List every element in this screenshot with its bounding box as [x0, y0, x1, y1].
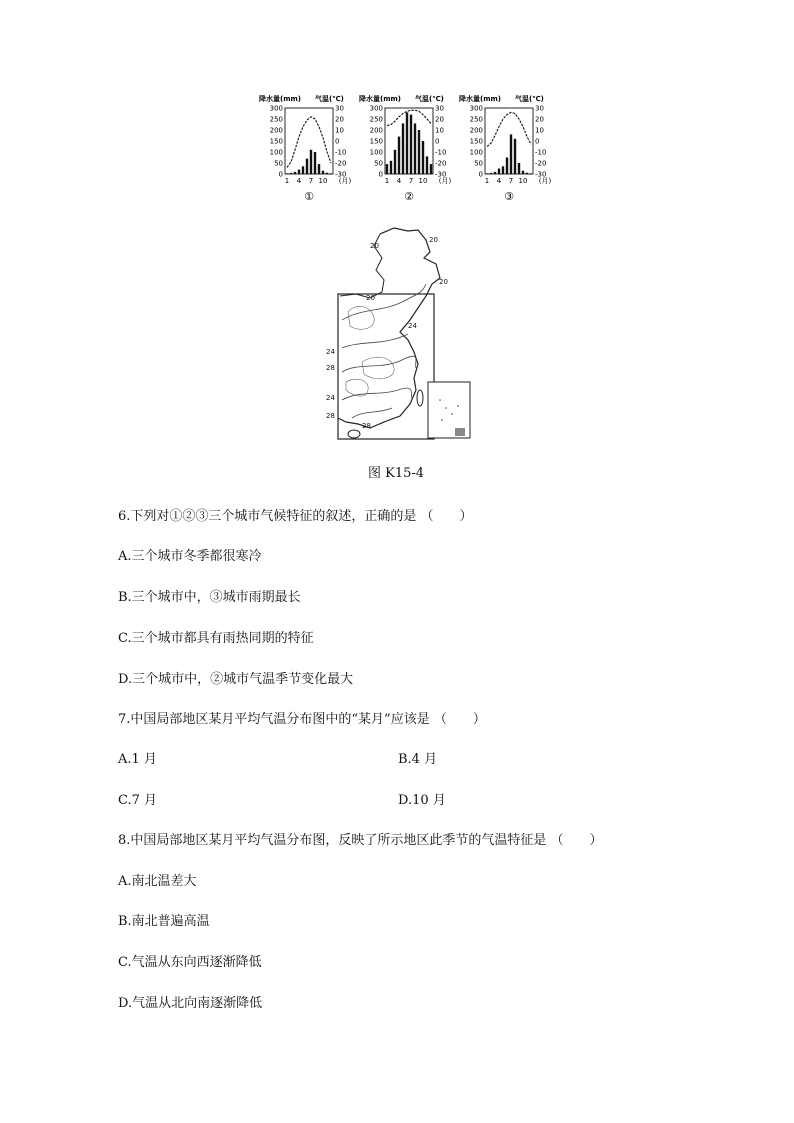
precip-tick-label: 100 [269, 148, 283, 157]
month-tick-label: 7 [308, 177, 314, 185]
month-tick-label: 4 [296, 177, 302, 185]
chart-number: ③ [504, 190, 514, 203]
question-7-stem: 7.中国局部地区某月平均气温分布图中的“某月”应该是 （ ） [118, 712, 486, 727]
taiwan-island [417, 390, 423, 406]
question-8-option-d: D.气温从北向南逐渐降低 [118, 996, 263, 1011]
precip-bar [406, 112, 408, 174]
precip-bar [302, 166, 304, 174]
temperature-line [287, 117, 331, 168]
temperature-line [487, 112, 531, 146]
month-tick-label: 7 [508, 177, 514, 185]
temp-tick-label: 10 [335, 126, 344, 135]
precip-tick-label: 250 [369, 115, 383, 124]
precip-bar [306, 159, 308, 174]
precip-tick-label: 150 [369, 137, 383, 146]
temp-tick-label: 10 [535, 126, 544, 135]
map-frame [338, 294, 434, 439]
month-tick-label: 7 [408, 177, 414, 185]
precip-bar [526, 173, 528, 174]
isotherm-label: 28 [362, 422, 371, 430]
precip-bar [410, 115, 412, 174]
isotherm-label: 20 [366, 294, 375, 302]
precip-axis-label: 降水量(mm) [459, 95, 501, 103]
terrain-contour [348, 306, 374, 329]
isotherm-line [342, 334, 408, 348]
question-7-option-b: B.4 月 [398, 752, 438, 767]
month-tick-label: 4 [396, 177, 402, 185]
precip-bar [514, 139, 516, 174]
precip-bar [418, 130, 420, 174]
precip-bar [430, 164, 432, 174]
question-8-option-a: A.南北温差大 [118, 874, 197, 889]
temp-axis-label: 气温(℃) [515, 95, 544, 103]
precip-tick-label: 50 [474, 159, 483, 168]
precip-tick-label: 300 [369, 104, 383, 113]
precip-bar [298, 170, 300, 174]
temp-tick-label: -20 [435, 159, 447, 168]
precip-bar [398, 137, 400, 174]
temp-tick-label: -30 [535, 170, 547, 179]
precip-tick-label: 300 [269, 104, 283, 113]
month-tick-label: 10 [518, 177, 528, 185]
temp-axis-label: 气温(℃) [315, 95, 344, 103]
question-7-option-a: A.1 月 [118, 752, 157, 767]
question-8-option-b: B.南北普遍高温 [118, 914, 210, 929]
precip-tick-label: 300 [469, 104, 483, 113]
question-6-option-b: B.三个城市中，③城市雨期最长 [118, 590, 301, 605]
precip-bar [510, 134, 512, 174]
climate-chart [259, 94, 351, 203]
month-tick-label: 1 [384, 177, 390, 185]
question-6-option-a: A.三个城市冬季都很寒冷 [118, 549, 262, 564]
chart-number: ② [404, 190, 414, 203]
temp-tick-label: -20 [335, 159, 347, 168]
month-tick-label: 1 [284, 177, 290, 185]
precip-tick-label: 0 [278, 170, 283, 179]
isotherm-map [322, 222, 474, 442]
precip-tick-label: 0 [378, 170, 383, 179]
precip-tick-label: 100 [469, 148, 483, 157]
precip-bar [286, 173, 288, 174]
question-8-option-c: C.气温从东向西逐渐降低 [118, 955, 262, 970]
isotherm-line [342, 388, 412, 400]
hainan-island [348, 430, 360, 438]
precip-bar [502, 166, 504, 174]
temp-tick-label: 0 [535, 137, 540, 146]
precip-tick-label: 200 [269, 126, 283, 135]
month-tick-label: 10 [418, 177, 428, 185]
question-7-option-d: D.10 月 [398, 793, 446, 808]
month-tick-label: 1 [484, 177, 490, 185]
precip-tick-label: 150 [469, 137, 483, 146]
isotherm-line [342, 356, 416, 372]
temp-axis-label: 气温(℃) [415, 95, 444, 103]
precip-bar [326, 173, 328, 174]
precip-axis-label: 降水量(mm) [259, 95, 301, 103]
month-tick-label: 10 [318, 177, 328, 185]
temp-tick-label: 10 [435, 126, 444, 135]
temp-tick-label: -20 [535, 159, 547, 168]
temp-tick-label: -10 [335, 148, 347, 157]
temperature-line [387, 110, 431, 125]
climate-charts [255, 92, 552, 204]
precip-bar [314, 152, 316, 174]
question-7-option-c: C.7 月 [118, 793, 158, 808]
precip-tick-label: 0 [478, 170, 483, 179]
precip-bar [422, 141, 424, 174]
precip-bar [414, 123, 416, 174]
precip-tick-label: 50 [374, 159, 383, 168]
temp-tick-label: 20 [335, 115, 344, 124]
temp-tick-label: -10 [535, 148, 547, 157]
precip-bar [310, 150, 312, 174]
chart-number: ① [304, 190, 314, 203]
temp-tick-label: -10 [435, 148, 447, 157]
terrain-contour [362, 357, 394, 379]
question-6-option-c: C.三个城市都具有雨热同期的特征 [118, 631, 314, 646]
temp-tick-label: 0 [435, 137, 440, 146]
question-6-option-d: D.三个城市中，②城市气温季节变化最大 [118, 672, 354, 687]
month-tick-label: 4 [496, 177, 502, 185]
isotherm-label: 20 [370, 242, 379, 250]
question-8-stem: 8.中国局部地区某月平均气温分布图，反映了所示地区此季节的气温特征是 （ ） [118, 833, 603, 848]
isotherm-line [352, 408, 392, 418]
figure-caption: 图 K15-4 [368, 466, 425, 481]
isotherm-label: 24 [326, 394, 335, 402]
precip-bar [318, 164, 320, 174]
precip-bar [290, 173, 292, 174]
month-tick-label: (月) [438, 177, 452, 185]
month-tick-label: (月) [338, 177, 352, 185]
precip-tick-label: 100 [369, 148, 383, 157]
precip-bar [506, 158, 508, 175]
precip-tick-label: 250 [269, 115, 283, 124]
precip-bar [426, 156, 428, 174]
isotherm-label: 24 [408, 322, 417, 330]
temp-tick-label: -30 [335, 170, 347, 179]
precip-bar [386, 164, 388, 174]
precip-bar [518, 163, 520, 174]
precip-tick-label: 200 [469, 126, 483, 135]
isotherm-label: 20 [439, 278, 448, 286]
isotherm-label: 20 [429, 236, 438, 244]
precip-bar [498, 169, 500, 175]
isotherm-label: 28 [326, 412, 335, 420]
temp-tick-label: 20 [435, 115, 444, 124]
climate-chart [359, 94, 451, 203]
isotherm-label: 24 [326, 348, 335, 356]
precip-tick-label: 200 [369, 126, 383, 135]
precip-bar [390, 161, 392, 174]
question-6-stem: 6.下列对①②③三个城市气候特征的叙述，正确的是 （ ） [118, 509, 473, 524]
month-tick-label: (月) [538, 177, 552, 185]
precip-bar [402, 123, 404, 174]
precip-bar [394, 150, 396, 174]
temp-tick-label: 30 [335, 104, 344, 113]
precip-bar [330, 173, 332, 174]
temp-tick-label: 0 [335, 137, 340, 146]
climate-chart [459, 94, 551, 203]
temp-tick-label: 20 [535, 115, 544, 124]
isotherm-label: 28 [326, 364, 335, 372]
precip-axis-label: 降水量(mm) [359, 95, 401, 103]
precip-bar [494, 172, 496, 174]
precip-bar [486, 173, 488, 174]
temp-tick-label: -30 [435, 170, 447, 179]
temp-tick-label: 30 [535, 104, 544, 113]
precip-tick-label: 50 [274, 159, 283, 168]
precip-bar [522, 171, 524, 174]
precip-bar [322, 171, 324, 174]
precip-tick-label: 150 [269, 137, 283, 146]
inset-legend [455, 428, 465, 436]
precip-bar [294, 172, 296, 174]
temp-tick-label: 30 [435, 104, 444, 113]
precip-bar [530, 173, 532, 174]
precip-bar [490, 173, 492, 174]
precip-tick-label: 250 [469, 115, 483, 124]
chart-frame [285, 108, 333, 174]
